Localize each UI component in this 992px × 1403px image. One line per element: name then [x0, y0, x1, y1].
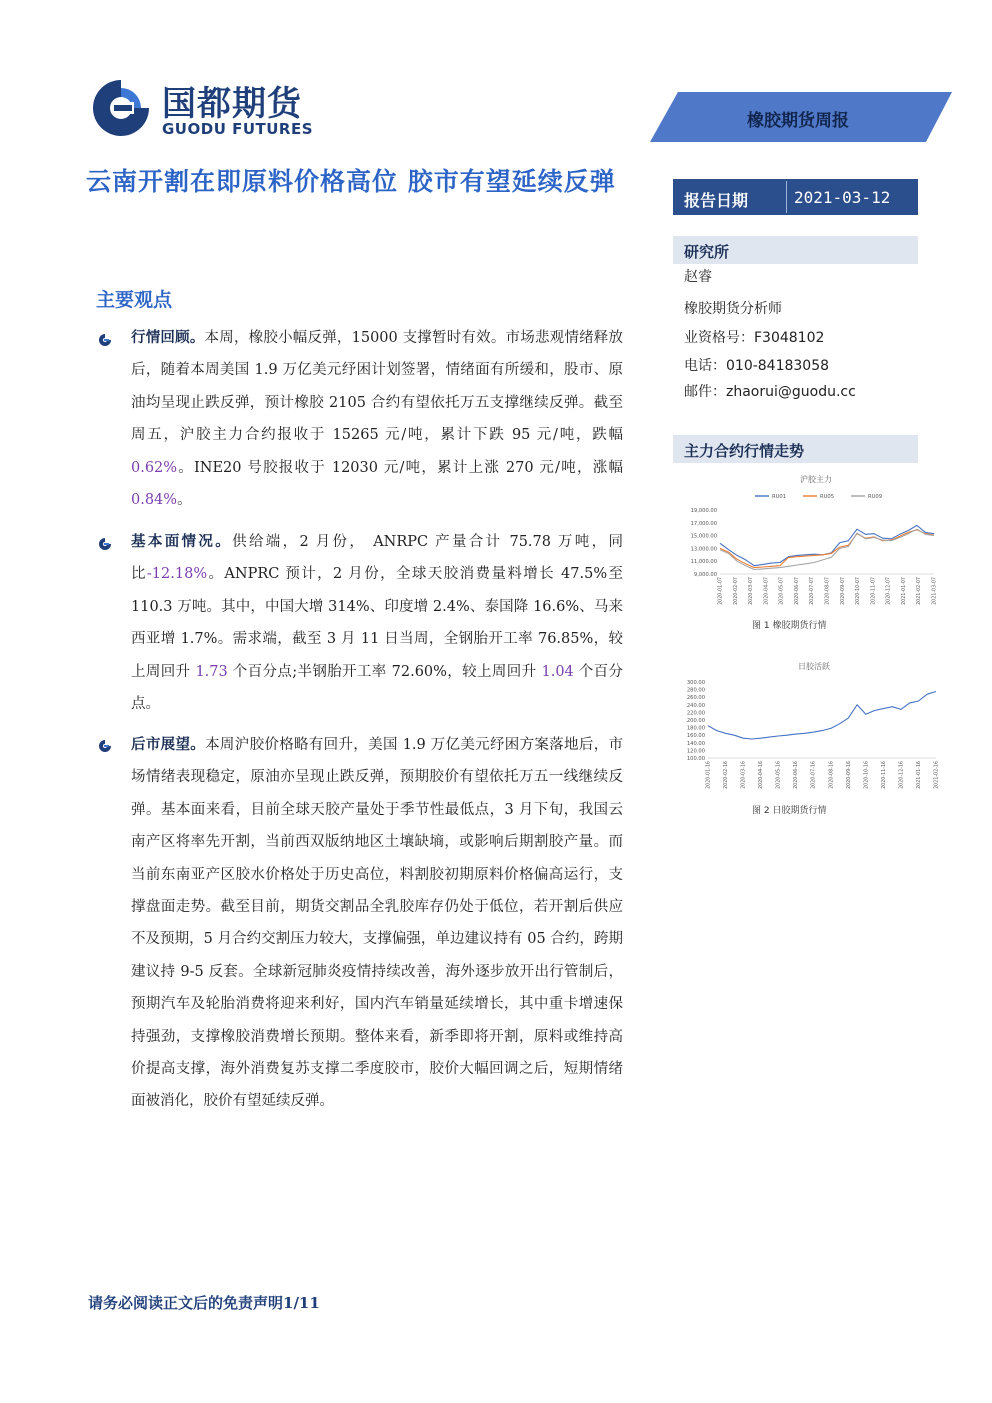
- lead-outlook: 后市展望。: [131, 736, 206, 753]
- legend-label: RU05: [820, 494, 835, 500]
- y-tick-label: 220.00: [686, 710, 705, 717]
- p1-pct-2: 0.84%: [131, 492, 178, 509]
- x-tick-label: 2020-09-07: [840, 577, 846, 605]
- p2-text-d: 个百分点。: [131, 663, 624, 713]
- analyst-name: 赵睿: [684, 269, 712, 285]
- y-tick-label: 17,000.00: [690, 520, 717, 527]
- x-tick-label: 2021-02-16: [934, 761, 940, 789]
- x-tick-label: 2020-07-16: [811, 761, 817, 789]
- x-tick-label: 2020-02-16: [724, 761, 730, 789]
- chart1-title: 沪胶主力: [800, 475, 832, 484]
- lead-fundamentals: 基本面情况。: [131, 533, 233, 550]
- p1-text-a: 本周，橡胶小幅反弹，15000 支撑暂时有效。市场悲观情绪释放后，随着本周美国 1.9 万亿美元纾困计划签署，情绪面有所缓和，股市、原油均呈现止跌反弹，预计橡胶 2105 合约有望依托万五支撑继续反弹。截至周五，沪胶主力合约报收于 15265 元/吨，累计下跌 95 元/吨，跌幅: [131, 330, 624, 444]
- x-tick-label: 2020-05-16: [776, 761, 782, 789]
- series-line-ru01: [720, 525, 934, 565]
- analyst-license: 业资格号：F3048102: [684, 330, 825, 346]
- chart2-title: 日胶活跃: [798, 662, 830, 671]
- paragraph-outlook: [131, 729, 623, 1118]
- x-tick-label: 2020-07-07: [810, 577, 816, 605]
- y-tick-label: 13,000.00: [690, 546, 717, 553]
- y-tick-label: 15,000.00: [690, 533, 717, 540]
- series-line-main: [708, 692, 936, 740]
- legend-label: RU09: [868, 494, 883, 500]
- y-tick-label: 11,000.00: [690, 559, 717, 566]
- analyst-title: 橡胶期货分析师: [684, 301, 782, 317]
- paragraph-market-review: [131, 322, 623, 516]
- x-tick-label: 2020-11-07: [871, 577, 877, 605]
- report-date-value: 2021-03-12: [794, 188, 891, 207]
- y-tick-label: 240.00: [686, 702, 705, 709]
- p2-pct-1: -12.18%: [146, 566, 208, 583]
- bullet-icon: [98, 537, 112, 551]
- chart2-plot: [684, 676, 940, 800]
- chart1-plot: [684, 488, 940, 616]
- report-date-label: 报告日期: [684, 191, 749, 210]
- legend-label: RU01: [772, 494, 787, 500]
- company-logo-icon: [90, 78, 152, 138]
- y-tick-label: 9,000.00: [693, 572, 717, 578]
- trend-section-label: 主力合约行情走势: [684, 442, 805, 460]
- company-name-en: GUODU FUTURES: [162, 120, 314, 138]
- series-line-ru05: [720, 530, 934, 568]
- p2-pct-2: 1.73: [195, 663, 228, 680]
- bullet-icon: [98, 333, 112, 347]
- p3-text-a: 本周沪胶价格略有回升，美国 1.9 万亿美元纾困方案落地后，市场情绪表现稳定，原油亦呈现止跌反弹，预期胶价有望依托万五一线继续反弹。基本面来看，目前全球天胶产量处于季节性最低点，3 月下旬，我国云南产区将率先开割，当前西双版纳地区土壤缺墒，或影响后期割胶产量。而当前东南亚产区胶水价格处于历史高位，料割胶初期原料价格偏高运行，支撑盘面走势。截至目前，期货交割品全乳胶库存仍处于低位，若开割后供应不及预期，5 月合约交割压力较大，支撑偏强，单边建议持有 05 合约，跨期建议持 9-5 反套。全球新冠肺炎疫情持续改善，海外逐步放开出行管制后，预期汽车及轮胎消费将迎来利好，国内汽车销量延续增长，其中重卡增速保持强劲，支撑橡胶消费增长预期。整体来看，新季即将开割，原料或维持高价提高支撑，海外消费复苏支撑二季度胶市，胶价大幅回调之后，短期情绪面被消化，胶价有望延续反弹。: [131, 737, 624, 1110]
- p2-text-b: 。ANPRC 预计，2 月份，全球天胶消费量料增长 47.5%至 110.3 万吨。其中，中国大增 314%、印度增 2.4%、泰国降 16.6%、马来西亚增 1.7%。需求端，截至 3 月 11 日当周，全钢胎开工率 76.85%，较上周回升: [131, 566, 623, 680]
- p1-text-b: 。INE20 号胶报收于 12030 元/吨，累计上涨 270 元/吨，涨幅: [177, 459, 623, 476]
- bullet-icon: [98, 739, 112, 753]
- x-tick-label: 2020-03-16: [741, 761, 747, 789]
- x-tick-label: 2020-02-07: [733, 577, 739, 605]
- x-tick-label: 2020-09-16: [846, 761, 852, 789]
- p2-pct-3: 1.04: [541, 663, 574, 680]
- chart1-caption: 图 1 橡胶期货行情: [752, 621, 827, 631]
- x-tick-label: 2021-03-07: [932, 577, 938, 605]
- lead-market-review: 行情回顾。: [131, 329, 205, 346]
- chart2-caption: 图 2 日胶期货行情: [752, 806, 827, 816]
- x-tick-label: 2020-04-07: [764, 577, 770, 605]
- x-tick-label: 2020-04-16: [759, 761, 765, 789]
- y-tick-label: 260.00: [686, 695, 705, 702]
- x-tick-label: 2020-10-07: [856, 577, 862, 605]
- y-tick-label: 300.00: [686, 680, 705, 686]
- y-tick-label: 19,000.00: [690, 508, 717, 514]
- date-divider: [786, 181, 787, 213]
- x-tick-label: 2020-03-07: [749, 577, 755, 605]
- x-tick-label: 2020-01-16: [706, 761, 712, 789]
- section-title-main-views: 主要观点: [96, 289, 173, 311]
- p1-pct-1: 0.62%: [131, 459, 178, 476]
- institute-label: 研究所: [684, 243, 730, 261]
- x-tick-label: 2020-06-07: [794, 577, 800, 605]
- x-tick-label: 2020-01-07: [718, 577, 724, 605]
- x-tick-label: 2020-05-07: [779, 577, 785, 605]
- x-tick-label: 2020-10-16: [864, 761, 870, 789]
- p1-text-c: 。: [177, 492, 192, 509]
- paragraph-fundamentals: [131, 526, 623, 720]
- x-tick-label: 2021-01-16: [916, 761, 922, 789]
- x-tick-label: 2020-08-07: [825, 577, 831, 605]
- p2-text-a: 供给端，2 月份， ANRPC 产量合计 75.78 万吨，同比: [131, 534, 623, 583]
- x-tick-label: 2020-12-07: [886, 577, 892, 605]
- x-tick-label: 2021-01-07: [901, 577, 907, 605]
- disclaimer-page-number: 请务必阅读正文后的免责声明1/11: [88, 1294, 320, 1312]
- y-tick-label: 120.00: [686, 748, 705, 755]
- report-type-label: 橡胶期货周报: [747, 111, 849, 131]
- company-name-cn: 国都期货: [162, 84, 302, 124]
- y-tick-label: 280.00: [686, 687, 705, 694]
- p2-text-c: 个百分点;半钢胎开工率 72.60%，较上周回升: [227, 663, 542, 680]
- x-tick-label: 2020-06-16: [794, 761, 800, 789]
- x-tick-label: 2020-11-16: [881, 761, 887, 789]
- x-tick-label: 2020-12-16: [899, 761, 905, 789]
- y-tick-label: 100.00: [686, 756, 705, 762]
- y-tick-label: 140.00: [686, 740, 705, 747]
- y-tick-label: 160.00: [686, 733, 705, 740]
- x-tick-label: 2021-02-07: [917, 577, 923, 605]
- analyst-phone: 电话：010-84183058: [684, 358, 830, 374]
- analyst-email: 邮件：zhaorui@guodu.cc: [684, 384, 856, 400]
- y-tick-label: 200.00: [686, 718, 705, 724]
- y-tick-label: 180.00: [686, 725, 705, 732]
- x-tick-label: 2020-08-16: [829, 761, 835, 789]
- page-title: 云南开割在即原料价格高位 胶市有望延续反弹: [86, 167, 616, 196]
